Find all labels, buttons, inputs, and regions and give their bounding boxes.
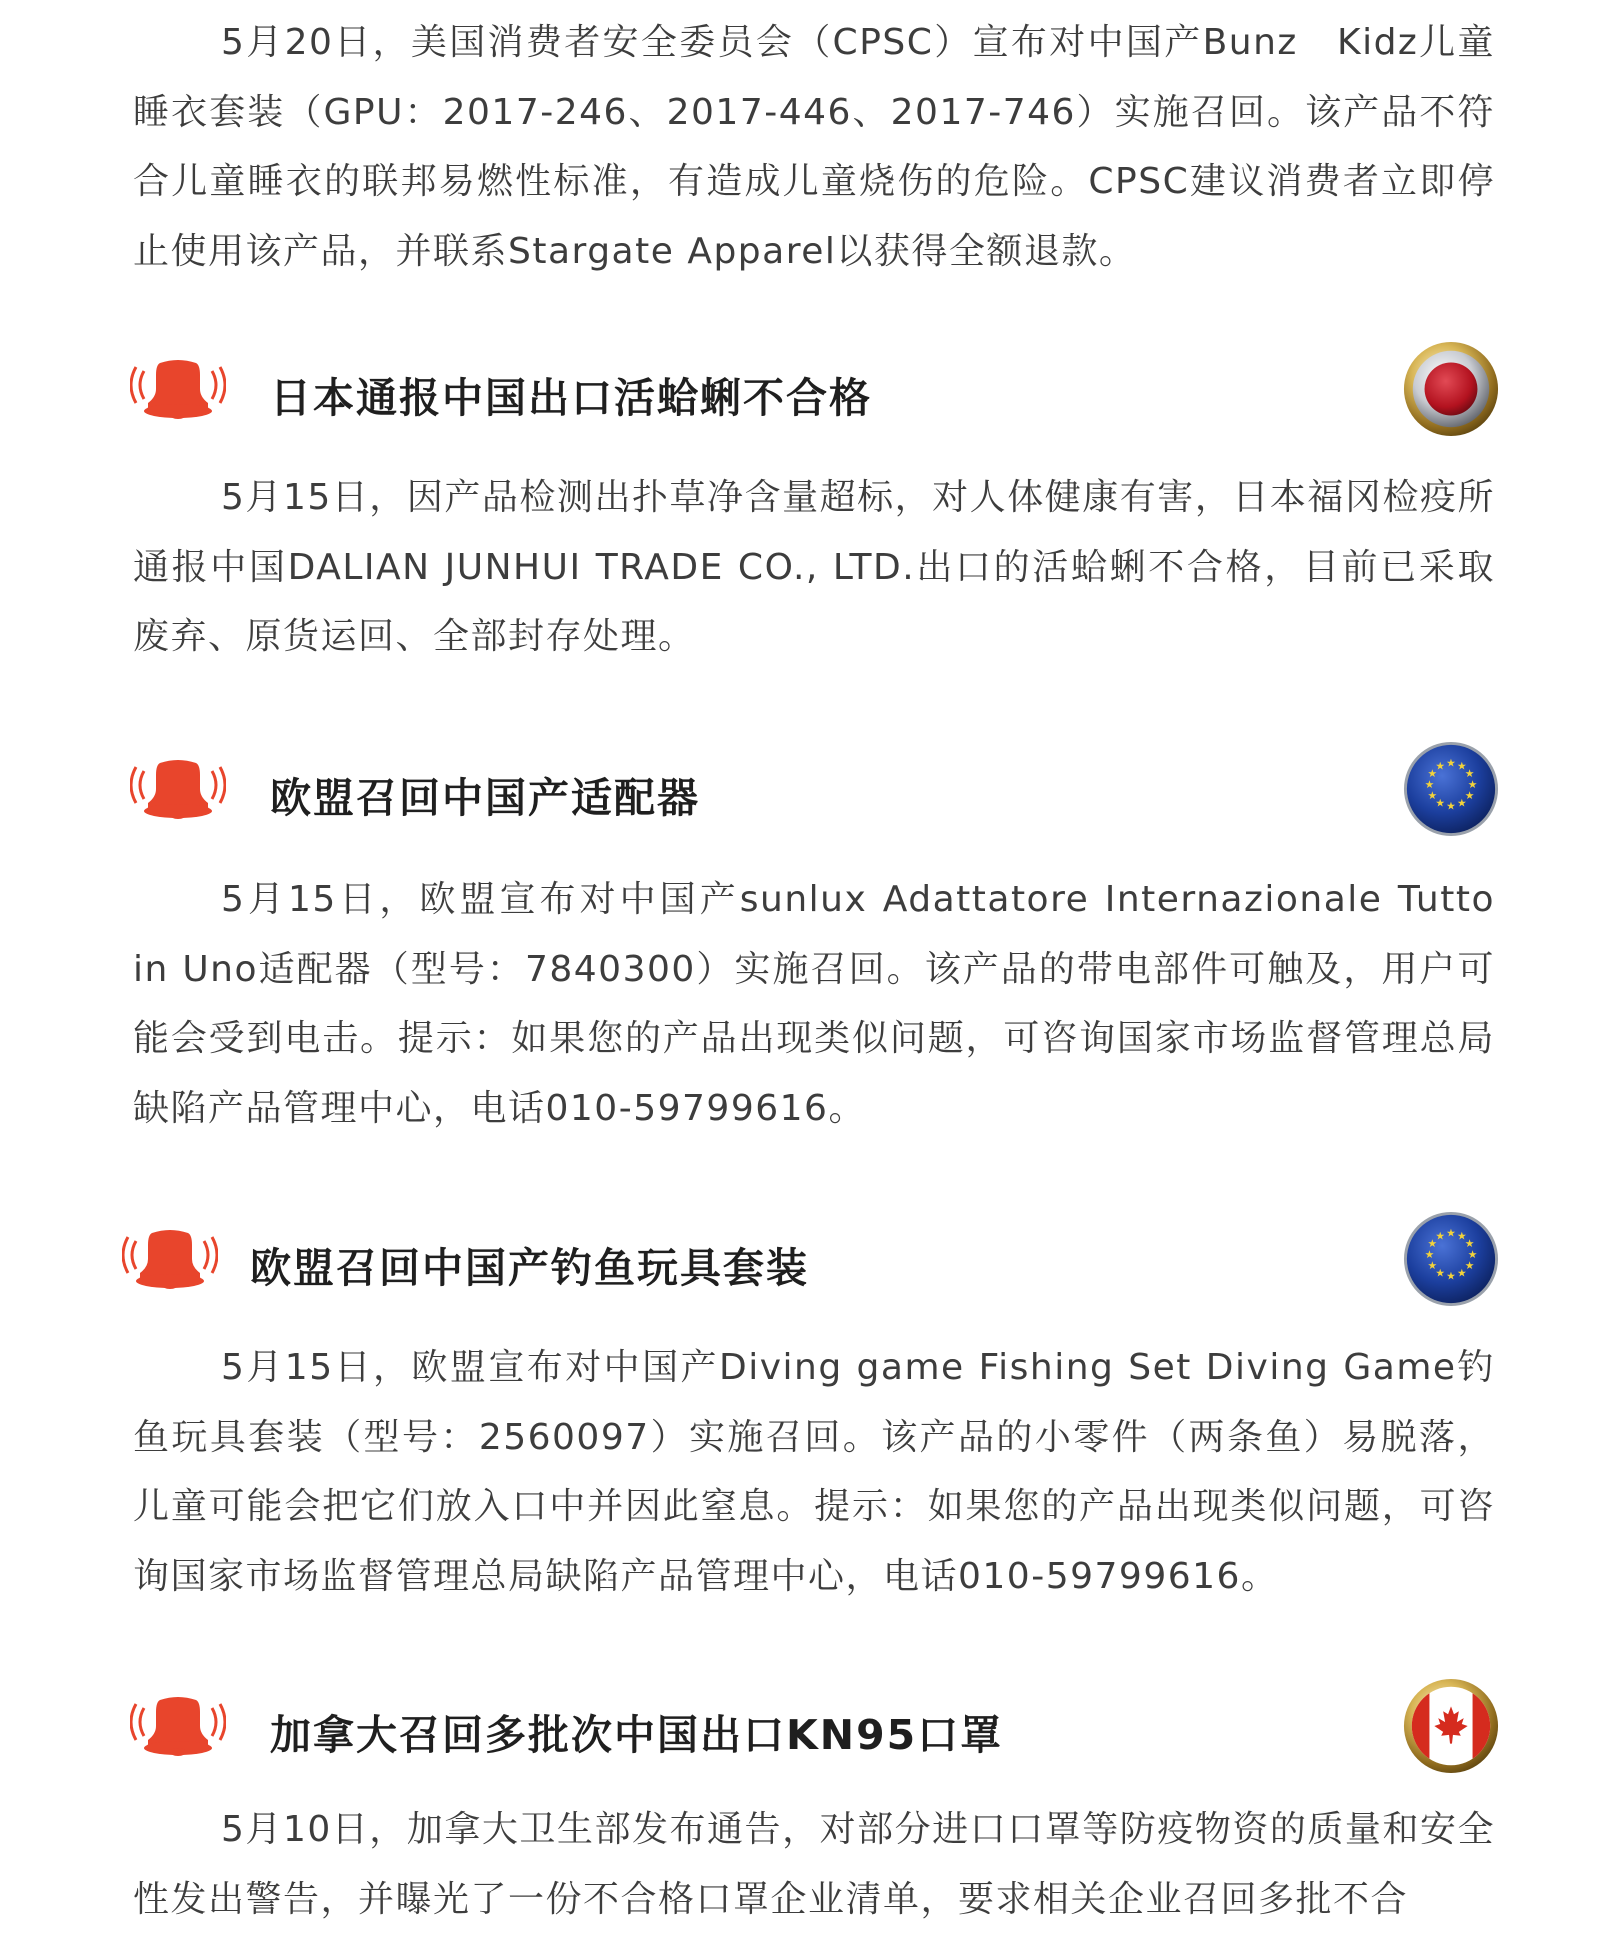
svg-text:★: ★ [1446,799,1456,813]
section-title: 欧盟召回中国产钓鱼玩具套装 [250,1244,809,1292]
section-title: 日本通报中国出口活蛤蜊不合格 [270,374,872,422]
svg-text:★: ★ [1446,1269,1456,1283]
alarm-bell-icon [122,1225,218,1293]
section-text: 5月15日，欧盟宣布对中国产sunlux Adattatore Internazionale Tutto in Uno适配器（型号：7840300）实施召回。该产品的带电部件可触及，用户可能会受到电击。提示：如果您的产品出现类似问题，可咨询国家市场监督管理总局缺陷产品管理中心，电话010-59799616。 [133,879,1495,1129]
svg-text:★: ★ [1464,767,1475,781]
svg-text:★: ★ [1456,1229,1467,1243]
svg-text:★: ★ [1464,1258,1475,1272]
section-paragraph [133,463,1495,672]
svg-text:★: ★ [1464,788,1475,802]
svg-text:★: ★ [1435,1266,1446,1280]
svg-text:★: ★ [1424,778,1435,792]
svg-text:★: ★ [1467,778,1478,792]
svg-text:★: ★ [1427,1258,1438,1272]
section-text: 5月15日，欧盟宣布对中国产Diving game Fishing Set Diving Game钓鱼玩具套装（型号：2560097）实施召回。该产品的小零件（两条鱼）易脱落，儿童可能会把它们放入口中并因此窒息。提示：如果您的产品出现类似问题，可咨询国家市场监督管理总局缺陷产品管理中心，电话010-59799616。 [133,1347,1495,1597]
intro-paragraph [133,8,1495,286]
svg-text:★: ★ [1435,796,1446,810]
alarm-bell-icon [130,355,226,423]
svg-text:★: ★ [1456,796,1467,810]
svg-text:★: ★ [1456,1266,1467,1280]
svg-text:★: ★ [1427,788,1438,802]
canada-flag-icon [1402,1677,1500,1775]
section-title: 欧盟召回中国产适配器 [270,774,700,822]
svg-text:★: ★ [1427,1237,1438,1251]
section-paragraph [133,1795,1495,1934]
eu-flag-icon [1402,1210,1500,1308]
svg-text:★: ★ [1435,1229,1446,1243]
svg-text:★: ★ [1424,1248,1435,1262]
svg-text:★: ★ [1435,759,1446,773]
section-paragraph [133,865,1495,1143]
svg-text:★: ★ [1427,767,1438,781]
section-title: 加拿大召回多批次中国出口KN95口罩 [270,1711,1004,1759]
section-text: 5月15日，因产品检测出扑草净含量超标，对人体健康有害，日本福冈检疫所通报中国DALIAN JUNHUI TRADE CO., LTD.出口的活蛤蜊不合格，目前已采取废弃、原货运回、全部封存处理。 [133,477,1495,657]
intro-text: 5月20日，美国消费者安全委员会（CPSC）宣布对中国产Bunz Kidz儿童睡衣套装（GPU：2017-246、2017-446、2017-746）实施召回。该产品不符合儿童睡衣的联邦易燃性标准，有造成儿童烧伤的危险。CPSC建议消费者立即停止使用该产品，并联系Stargate Apparel以获得全额退款。 [133,22,1495,272]
section-heading-japan-clams [130,345,1500,445]
svg-text:★: ★ [1446,1226,1456,1240]
section-paragraph [133,1333,1495,1611]
eu-flag-icon [1402,740,1500,838]
svg-text:★: ★ [1464,1237,1475,1251]
section-heading-canada-masks [130,1682,1500,1782]
svg-text:★: ★ [1456,759,1467,773]
svg-text:★: ★ [1446,756,1456,770]
japan-flag-icon [1402,340,1500,438]
alarm-bell-icon [130,755,226,823]
section-heading-eu-fishing-toy [122,1215,1500,1315]
alarm-bell-icon [130,1692,226,1760]
section-heading-eu-adapter [130,745,1500,845]
svg-text:★: ★ [1467,1248,1478,1262]
section-text: 5月10日，加拿大卫生部发布通告，对部分进口口罩等防疫物资的质量和安全性发出警告，并曝光了一份不合格口罩企业清单，要求相关企业召回多批不合 [133,1809,1495,1920]
